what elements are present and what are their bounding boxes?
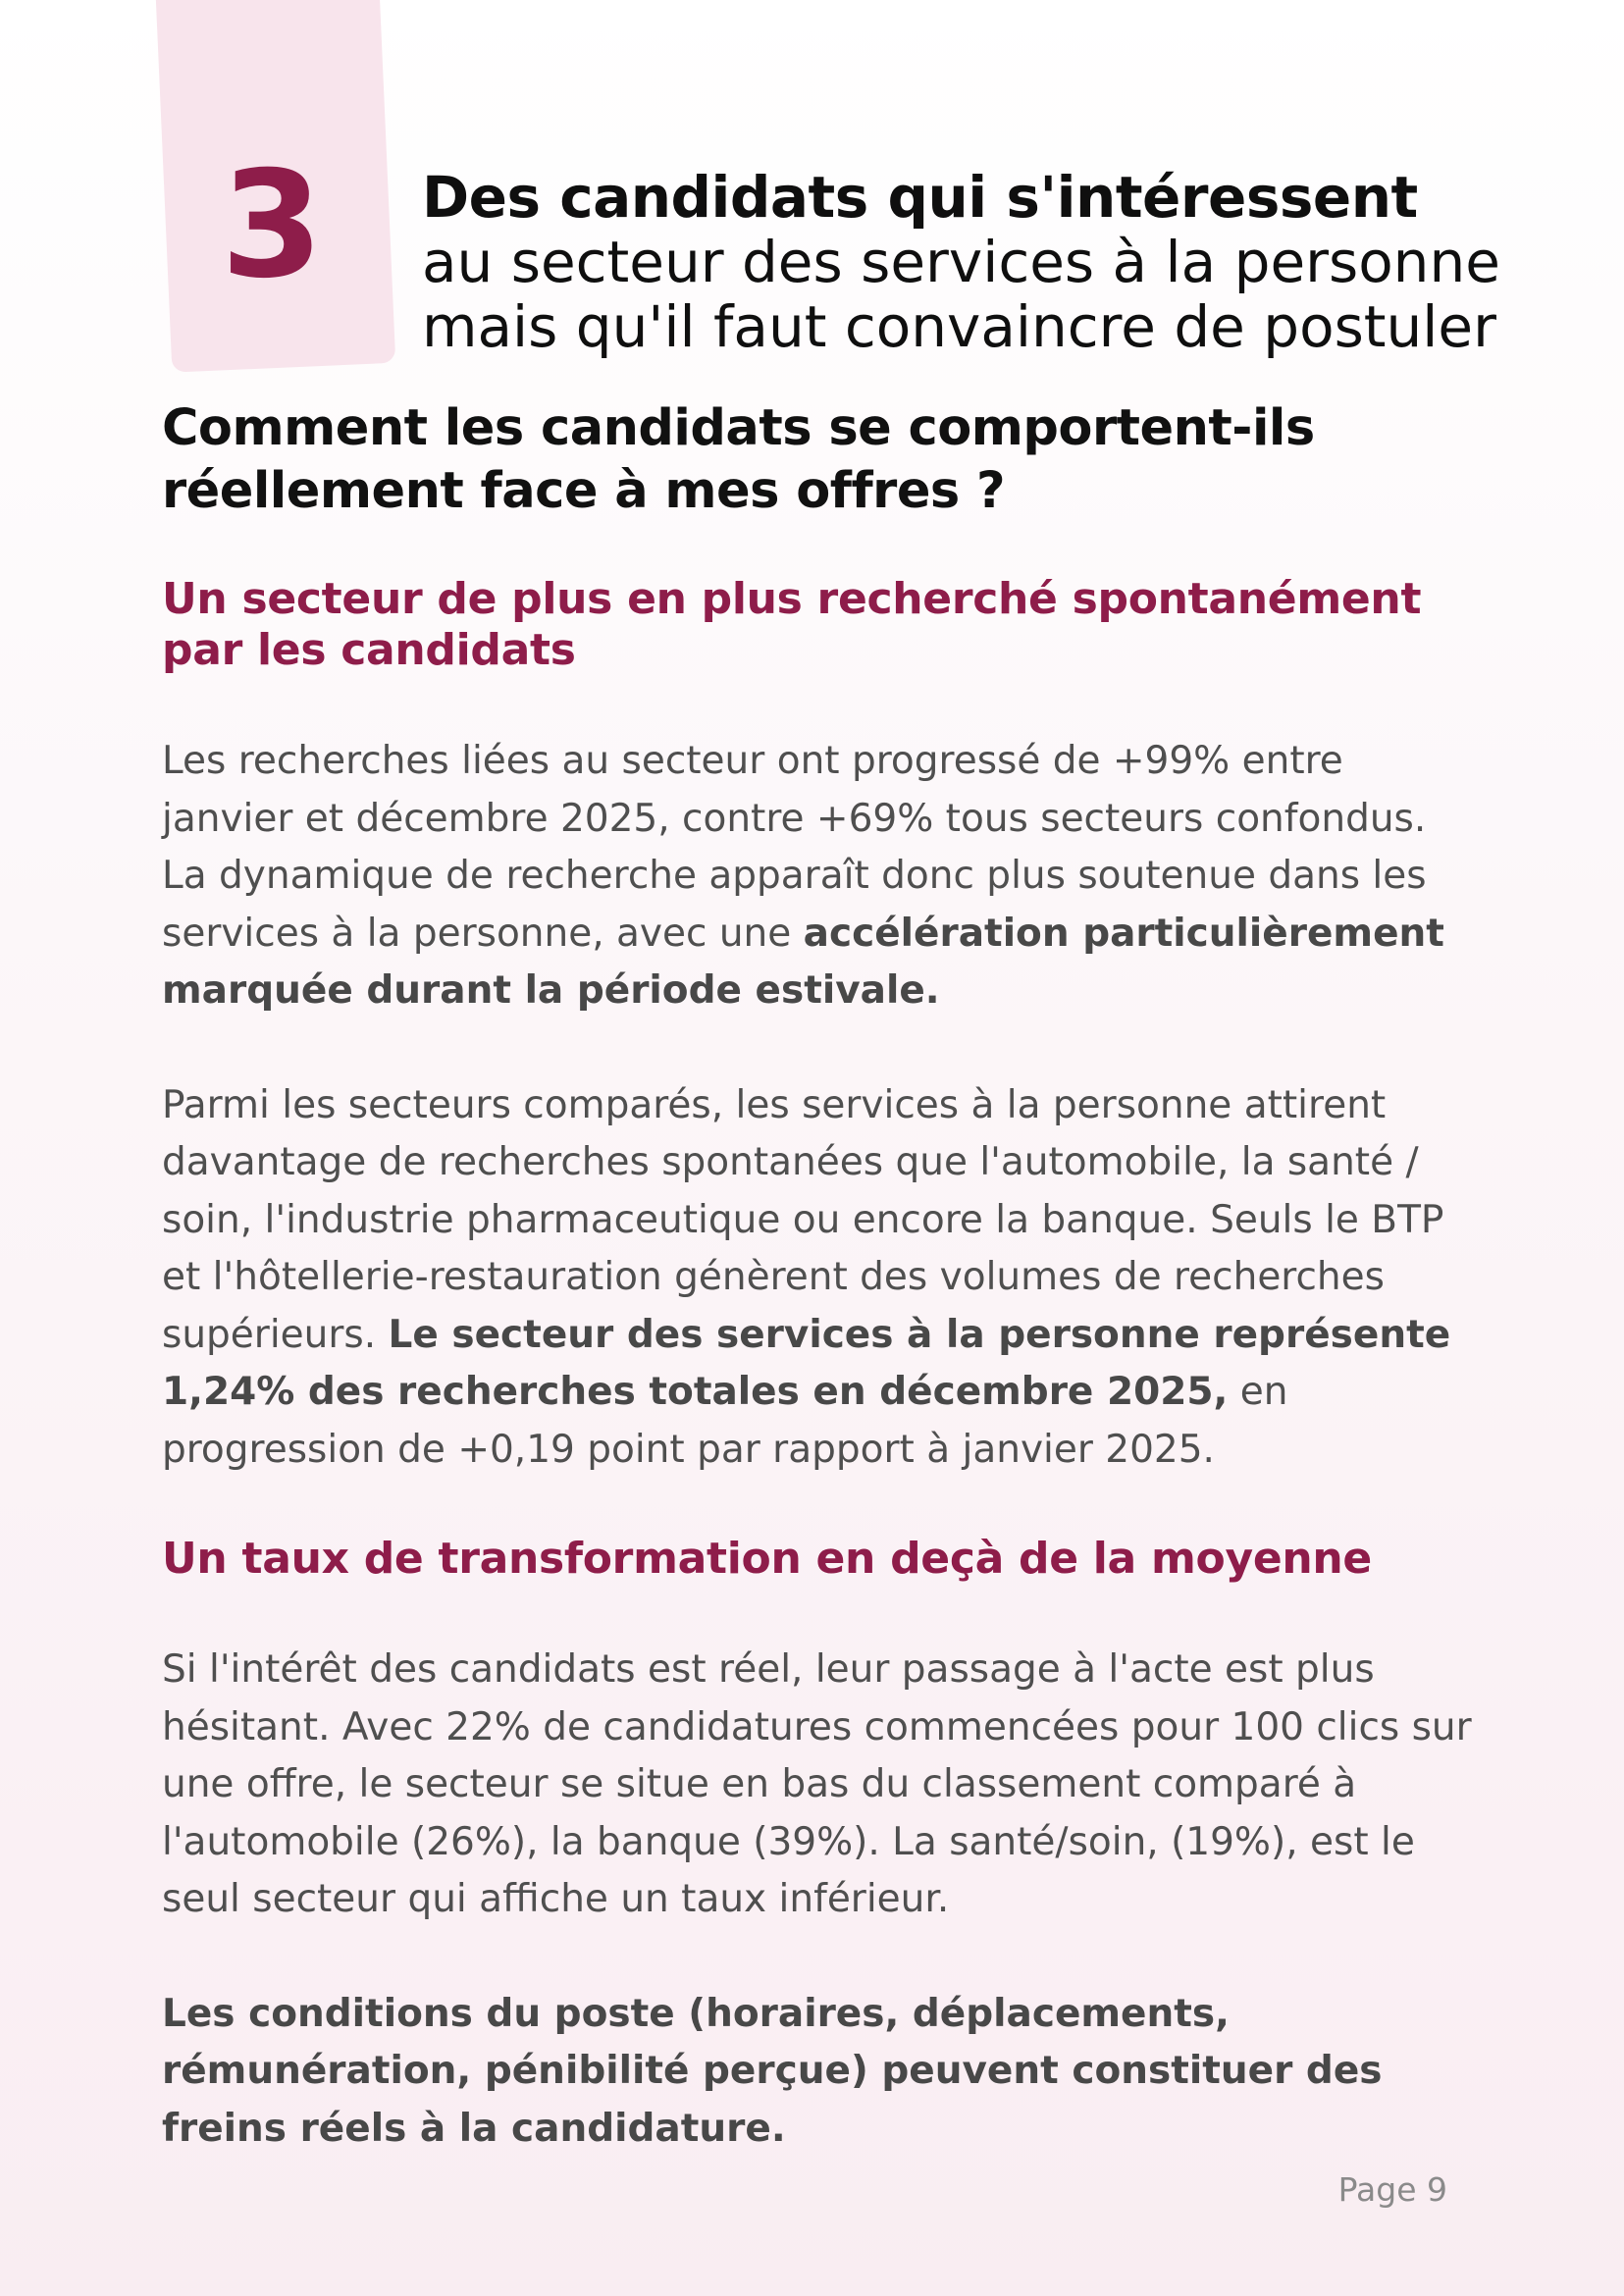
subsection1-heading: Un secteur de plus en plus recherché spontanément par les candidats xyxy=(162,574,1422,675)
section-title-bold: Des candidats qui s'intéressent xyxy=(422,164,1418,231)
subsection1-paragraph1-text: Les recherches liées au secteur ont progressé de +99% entre janvier et décembre 2025, contre +69% tous secteurs confondus. La dynamique de recherche apparaît donc plus soutenue dans les services à la personne, avec une xyxy=(162,739,1427,956)
subsection2-paragraph2-bold: Les conditions du poste (horaires, déplacements, rémunération, pénibilité perçue) peuvent constituer des freins réels à la candidature. xyxy=(162,1991,1383,2151)
subsection1-paragraph1-bold: accélération particulièrement marquée durant la période estivale. xyxy=(162,911,1444,1013)
subsection2-paragraph1: Si l'intérêt des candidats est réel, leur passage à l'acte est plus hésitant. Avec 22% de candidatures commencées pour 100 clics sur une offre, le secteur se situe en bas du classement comparé à l'automobile (26%), la banque (39%). La santé/soin, (19%), est le seul secteur qui affiche un taux inférieur. xyxy=(162,1647,1472,1921)
subsection1-paragraph2 xyxy=(162,1077,1477,1480)
page-number: Page 9 xyxy=(1337,2170,1447,2209)
section-title-line3: mais qu'il faut convaincre de postuler xyxy=(422,293,1496,360)
subsection1-paragraph2-bold: Le secteur des services à la personne représente 1,24% des recherches totales en décembre 2025, xyxy=(162,1312,1451,1414)
section-title xyxy=(422,165,1500,359)
section-title-line2: au secteur des services à la personne xyxy=(422,229,1500,295)
subsection2-paragraph2 xyxy=(162,1986,1477,2159)
main-content xyxy=(162,397,1477,2215)
question-heading-line2: réellement face à mes offres ? xyxy=(162,462,1006,520)
subsection1-paragraph2-text: Parmi les secteurs comparés, les services à la personne attirent davantage de recherches spontanées que l'automobile, la santé / soin, l'industrie pharmaceutique ou encore la banque. Seuls le BTP et l'hôtellerie-restauration génèrent des volumes de recherches supérieurs. xyxy=(162,1082,1444,1357)
question-heading xyxy=(162,397,1477,523)
section-number: 3 xyxy=(221,140,322,311)
subsection1-paragraph1 xyxy=(162,733,1477,1020)
question-heading-line1: Comment les candidats se comportent-ils xyxy=(162,399,1315,457)
subsection1-paragraph2-after: en progression de +0,19 point par rapport à janvier 2025. xyxy=(162,1370,1288,1472)
subsection2-heading: Un taux de transformation en deçà de la moyenne xyxy=(162,1534,1372,1584)
